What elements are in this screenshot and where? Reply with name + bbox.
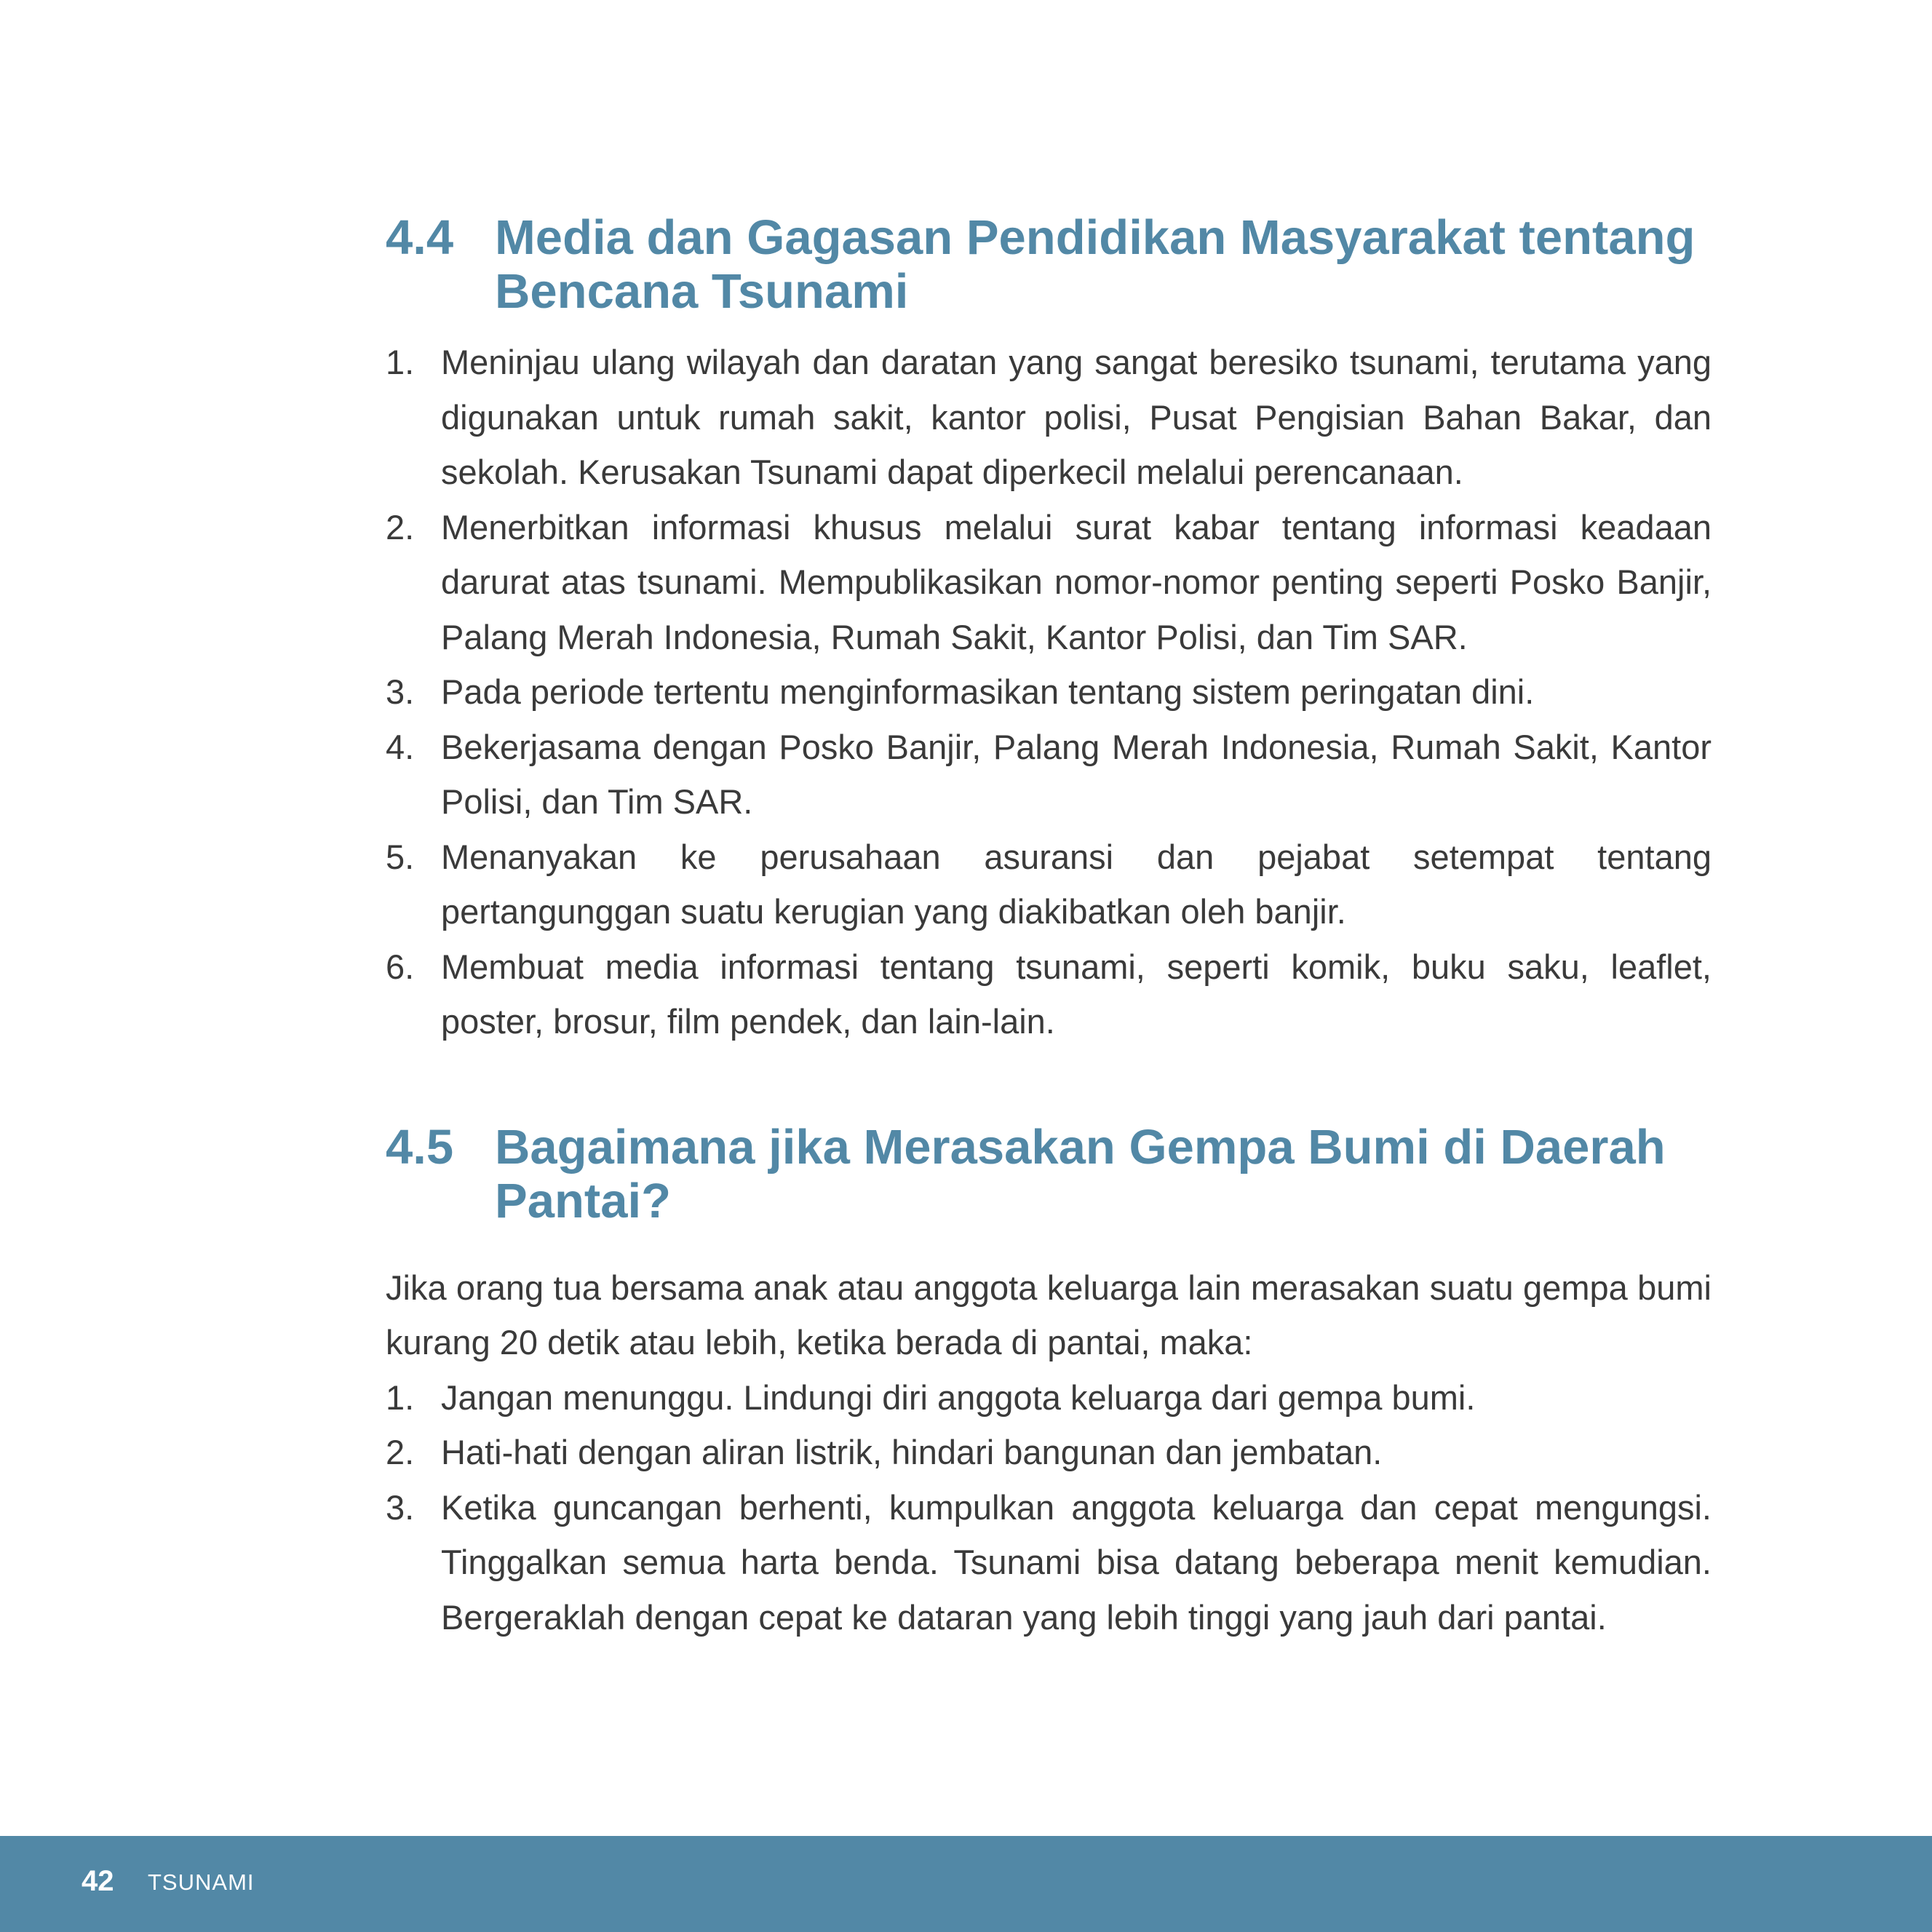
list-item-text: Meninjau ulang wilayah dan daratan yang sangat beresiko tsunami, terutama yang digunakan untuk rumah sakit, kantor polisi, Pusat Pengisian Bahan Bakar, dan sekolah. Kerusakan Tsunami dapat diperkecil melalui perencanaan. [441, 343, 1712, 491]
list-item-text: Hati-hati dengan aliran listrik, hindari bangunan dan jembatan. [441, 1433, 1383, 1471]
list-item [386, 335, 1712, 500]
list-item [386, 830, 1712, 939]
list-item-number: 1. [386, 1378, 415, 1417]
list-item-text: Pada periode tertentu menginformasikan tentang sistem peringatan dini. [441, 672, 1535, 711]
book-title: TSUNAMI [148, 1869, 255, 1895]
list-item-number: 3. [386, 672, 415, 711]
list-item [386, 720, 1712, 830]
list-item [386, 939, 1712, 1049]
list-item-number: 5. [386, 837, 415, 876]
section-4-4-title: Media dan Gagasan Pendidikan Masyarakat tentang Bencana Tsunami [495, 210, 1696, 319]
list-item-number: 2. [386, 1433, 415, 1471]
section-4-5-intro: Jika orang tua bersama anak atau anggota keluarga lain merasakan suatu gempa bumi kurang 20 detik atau lebih, ketika berada di pantai, maka: [386, 1268, 1712, 1361]
list-item [386, 1480, 1712, 1645]
list-item [386, 1425, 1712, 1480]
list-item-number: 2. [386, 507, 415, 546]
section-4-5-list [386, 1370, 1712, 1645]
section-4-4-heading [386, 211, 1712, 319]
section-4-5-number: 4.5 [386, 1119, 454, 1174]
page-content [386, 211, 1712, 1645]
list-item-text: Membuat media informasi tentang tsunami, seperti komik, buku saku, leaflet, poster, brosur, film pendek, dan lain-lain. [441, 947, 1712, 1041]
list-item-number: 1. [386, 343, 415, 381]
list-item-number: 4. [386, 727, 415, 766]
list-item-text: Menerbitkan informasi khusus melalui surat kabar tentang informasi keadaan darurat atas tsunami. Mempublikasikan nomor-nomor penting seperti Posko Banjir, Palang Merah Indonesia, Rumah Sakit, Kantor Polisi, dan Tim SAR. [441, 507, 1712, 656]
page-footer [0, 1836, 1932, 1932]
list-item-number: 3. [386, 1487, 415, 1527]
section-4-4-number: 4.4 [386, 210, 454, 265]
list-item [386, 664, 1712, 720]
list-item [386, 500, 1712, 665]
section-4-5-title: Bagaimana jika Merasakan Gempa Bumi di Daerah Pantai? [495, 1119, 1666, 1228]
page-number: 42 [82, 1865, 114, 1897]
list-item [386, 1370, 1712, 1426]
list-item-text: Menanyakan ke perusahaan asuransi dan pejabat setempat tentang pertangunggan suatu kerugian yang diakibatkan oleh banjir. [441, 837, 1712, 931]
list-item-number: 6. [386, 947, 415, 986]
list-item-text: Jangan menunggu. Lindungi diri anggota keluarga dari gempa bumi. [441, 1378, 1476, 1417]
list-item-text: Ketika guncangan berhenti, kumpulkan anggota keluarga dan cepat mengungsi. Tinggalkan semua harta benda. Tsunami bisa datang beberapa menit kemudian. Bergeraklah dengan cepat ke dataran yang lebih tinggi yang jauh dari pantai. [441, 1487, 1712, 1637]
section-4-5-heading [386, 1121, 1712, 1228]
list-item-text: Bekerjasama dengan Posko Banjir, Palang Merah Indonesia, Rumah Sakit, Kantor Polisi, dan Tim SAR. [441, 727, 1712, 821]
section-4-4-list [386, 335, 1712, 1049]
